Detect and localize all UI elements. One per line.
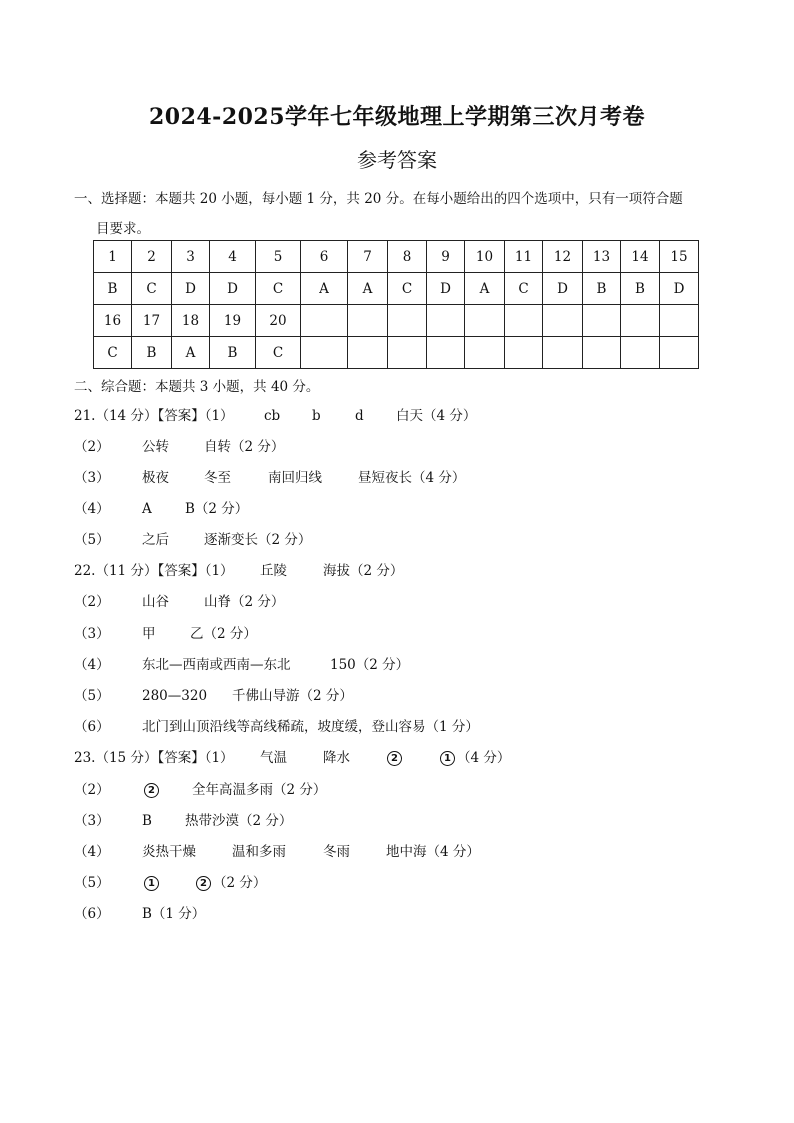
answer-text: B（2 分） <box>185 501 249 517</box>
circled-number: 1 <box>440 748 455 768</box>
answer-text: A <box>142 501 152 517</box>
answer-text: d <box>355 408 364 424</box>
answer-table-cell: 8 <box>388 241 427 273</box>
answer-text: 自转（2 分） <box>204 439 285 455</box>
answer-table-cell: 20 <box>256 305 301 337</box>
part-number: （3） <box>74 626 110 642</box>
answer-text: 极夜 <box>142 470 169 486</box>
answer-table-cell: D <box>427 273 465 305</box>
answer-table-cell: C <box>388 273 427 305</box>
answer-table-cell: 1 <box>94 241 132 273</box>
circled-number: 2 <box>196 873 211 893</box>
part-number: （5） <box>74 532 110 548</box>
answer-table-cell <box>427 337 465 369</box>
answer-table-cell: C <box>256 273 301 305</box>
answer-text: 公转 <box>142 439 169 455</box>
answer-table-cell: C <box>256 337 301 369</box>
part-number: （2） <box>74 439 110 455</box>
answer-text: 南回归线 <box>268 470 322 486</box>
answer-table-cell: 15 <box>660 241 699 273</box>
answer-table-cell <box>621 337 660 369</box>
answer-table-cell <box>543 337 583 369</box>
answer-text: B <box>142 813 152 829</box>
answer-table-cell: 13 <box>583 241 621 273</box>
answer-text: （4 分） <box>457 750 511 766</box>
answer-table-cell: C <box>505 273 543 305</box>
answer-table-cell: 10 <box>465 241 505 273</box>
answer-table-cell: B <box>132 337 172 369</box>
circled-number: 1 <box>144 873 159 893</box>
part-number: （6） <box>74 719 110 735</box>
answer-text: 之后 <box>142 532 169 548</box>
answer-table-cell: D <box>210 273 256 305</box>
section1-line2: 目要求。 <box>96 221 150 237</box>
answer-table-cell <box>348 305 388 337</box>
answer-text: 昼短夜长（4 分） <box>358 470 466 486</box>
answer-table-cell <box>621 305 660 337</box>
part-number: （5） <box>74 688 110 704</box>
part-number: （4） <box>74 501 110 517</box>
answer-table-cell: D <box>660 273 699 305</box>
answer-table-cell <box>543 305 583 337</box>
answer-table-cell <box>388 337 427 369</box>
answer-text: 冬雨 <box>323 844 350 860</box>
answer-table-cell: B <box>583 273 621 305</box>
answer-table-cell: B <box>210 337 256 369</box>
answer-table-cell: 17 <box>132 305 172 337</box>
section2-heading: 二、综合题：本题共 3 小题，共 40 分。 <box>74 379 320 395</box>
answer-text: 海拔（2 分） <box>323 563 404 579</box>
answer-text: b <box>312 408 321 424</box>
page-subtitle: 参考答案 <box>357 148 437 172</box>
answer-table-cell <box>348 337 388 369</box>
answer-table-cell: 18 <box>172 305 210 337</box>
part-number: （3） <box>74 470 110 486</box>
part-number: （4） <box>74 844 110 860</box>
answer-table-cell: 11 <box>505 241 543 273</box>
answer-text: 冬至 <box>204 470 231 486</box>
part-number: （6） <box>74 906 110 922</box>
section1-line1: 一、选择题：本题共 20 小题，每小题 1 分，共 20 分。在每小题给出的四个选项中，只有一项符合题 <box>74 191 683 207</box>
answer-table-cell <box>583 305 621 337</box>
answer-table-cell: 16 <box>94 305 132 337</box>
answer-text: 全年高温多雨（2 分） <box>192 782 327 798</box>
answer-table-row <box>94 337 699 369</box>
q21-header: 21.（14 分）【答案】（1） <box>74 408 234 424</box>
answer-table-cell: 2 <box>132 241 172 273</box>
answer-table-cell: 3 <box>172 241 210 273</box>
answer-table-row <box>94 273 699 305</box>
q23-header: 23.（15 分）【答案】（1） <box>74 750 234 766</box>
part-number: （3） <box>74 813 110 829</box>
answer-table-cell: 5 <box>256 241 301 273</box>
answer-table-cell: 4 <box>210 241 256 273</box>
answer-text: 乙（2 分） <box>190 626 257 642</box>
answer-text: （2 分） <box>213 875 267 891</box>
answer-table <box>93 240 699 369</box>
answer-table-cell: 14 <box>621 241 660 273</box>
answer-text: 气温 <box>260 750 287 766</box>
answer-table-cell <box>583 337 621 369</box>
answer-table-cell: 19 <box>210 305 256 337</box>
answer-text: 温和多雨 <box>232 844 286 860</box>
answer-table-cell: B <box>621 273 660 305</box>
answer-table-cell: 6 <box>301 241 348 273</box>
answer-text: 东北—西南或西南—东北 <box>142 657 291 673</box>
answer-text: B（1 分） <box>142 906 206 922</box>
answer-text: 千佛山导游（2 分） <box>232 688 353 704</box>
answer-text: 地中海（4 分） <box>386 844 480 860</box>
answer-text: 逐渐变长（2 分） <box>204 532 312 548</box>
answer-table-cell <box>388 305 427 337</box>
answer-table-cell: A <box>348 273 388 305</box>
answer-text: cb <box>264 408 281 424</box>
answer-table-cell: A <box>172 337 210 369</box>
answer-text: 150（2 分） <box>330 657 410 673</box>
answer-text: 白天（4 分） <box>396 408 477 424</box>
answer-table-cell: D <box>543 273 583 305</box>
section1-instructions <box>74 184 724 244</box>
answer-table-cell <box>465 337 505 369</box>
answer-table-row <box>94 305 699 337</box>
answer-table-cell: A <box>301 273 348 305</box>
circled-number: 2 <box>144 780 159 800</box>
answer-text: 甲 <box>142 626 156 642</box>
answer-table-cell <box>301 337 348 369</box>
answer-table-cell <box>660 337 699 369</box>
answer-text: 北门到山顶沿线等高线稀疏，坡度缓，登山容易（1 分） <box>142 719 479 735</box>
answer-table-cell: A <box>465 273 505 305</box>
answer-table-cell: D <box>172 273 210 305</box>
answer-table-row <box>94 241 699 273</box>
part-number: （4） <box>74 657 110 673</box>
answer-text: 炎热干燥 <box>142 844 196 860</box>
answer-text: 山谷 <box>142 594 169 610</box>
answer-table-cell: C <box>94 337 132 369</box>
answer-table-cell <box>505 305 543 337</box>
answer-table-cell: C <box>132 273 172 305</box>
answer-table-cell <box>465 305 505 337</box>
answer-text: 降水 <box>323 750 350 766</box>
answer-table-cell <box>427 305 465 337</box>
answer-text: 丘陵 <box>260 563 287 579</box>
answer-table-cell: 12 <box>543 241 583 273</box>
answer-table-cell: 7 <box>348 241 388 273</box>
circled-number: 2 <box>387 748 402 768</box>
answer-table-cell <box>301 305 348 337</box>
answer-text: 山脊（2 分） <box>204 594 285 610</box>
answer-table-cell: B <box>94 273 132 305</box>
q22-header: 22.（11 分）【答案】（1） <box>74 563 234 579</box>
page-title: 2024-2025学年七年级地理上学期第三次月考卷 <box>148 104 646 130</box>
part-number: （2） <box>74 594 110 610</box>
answer-table-cell <box>505 337 543 369</box>
part-number: （2） <box>74 782 110 798</box>
part-number: （5） <box>74 875 110 891</box>
answer-table-cell <box>660 305 699 337</box>
answer-text: 热带沙漠（2 分） <box>185 813 293 829</box>
answer-table-cell: 9 <box>427 241 465 273</box>
answer-text: 280—320 <box>142 688 208 704</box>
